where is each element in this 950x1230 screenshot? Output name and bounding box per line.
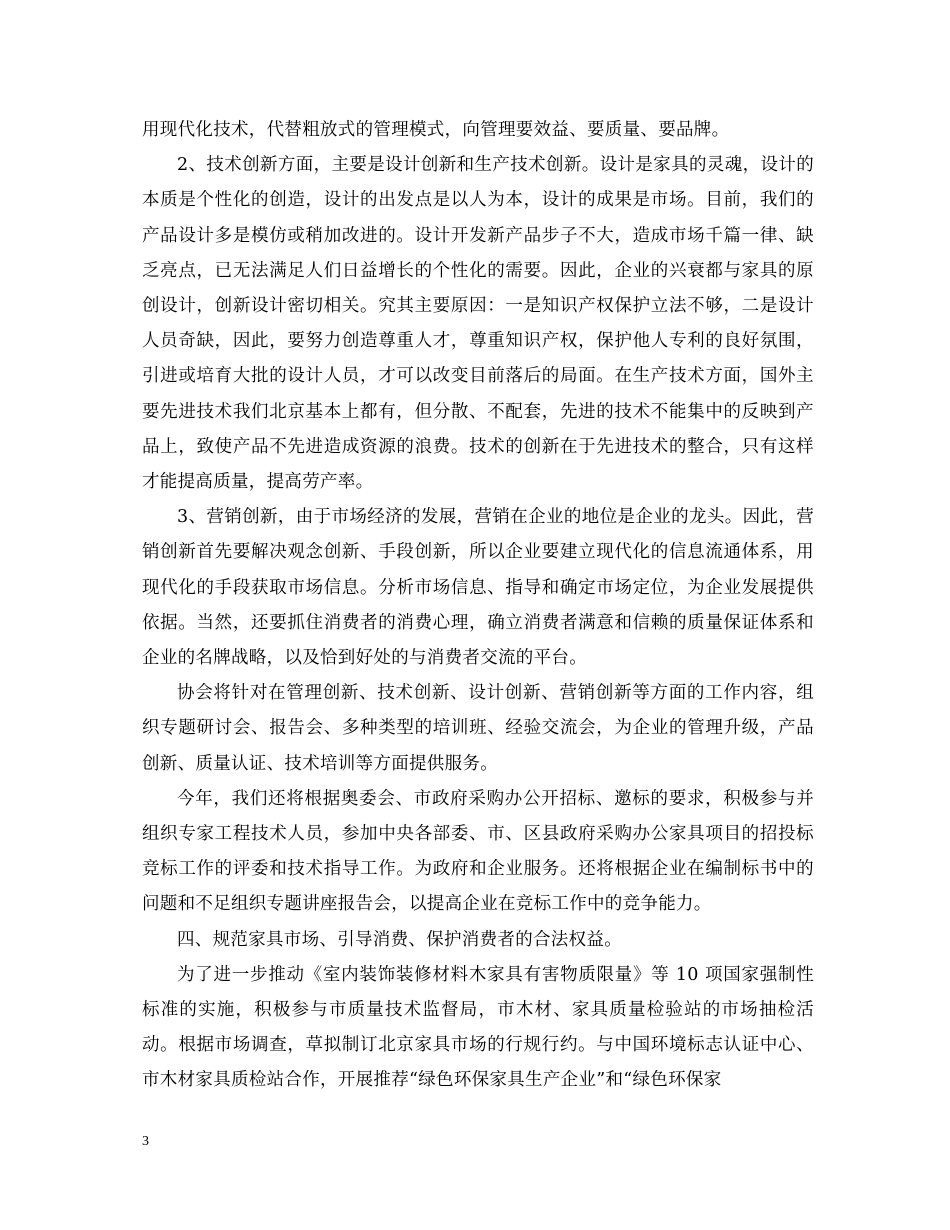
section-heading: 四、规范家具市场、引导消费、保护消费者的合法权益。 [177,929,622,950]
paragraph-6: 为了进一步推动《室内装饰装修材料木家具有害物质限量》等 10 项国家强制性标准的实施，积极参与市质量技术监督局，市木材、家具质量检验站的市场抽检活动。根据市场调查，草拟制订北京家具市场的行规行约。与中国环境标志认证中心、市木材家具质检站合作，开展推荐“绿色环保家具生产企业”和“绿色环保家 [142,964,814,1091]
page-number: 3 [142,1134,149,1149]
paragraph-4: 协会将针对在管理创新、技术创新、设计创新、营销创新等方面的工作内容，组织专题研讨会、报告会、多种类型的培训班、经验交流会，为企业的管理升级，产品创新、质量认证、技术培训等方面提供服务。 [142,683,814,774]
paragraph-1: 用现代化技术，代替粗放式的管理模式，向管理要效益、要质量、要品牌。 [142,120,730,140]
document-body [142,113,814,1099]
paragraph-5: 今年，我们还将根据奥委会、市政府采购办公开招标、邀标的要求，积极参与并组织专家工程技术人员，参加中央各部委、市、区县政府采购办公家具项目的招投标竞标工作的评委和技术指导工作。为政府和企业服务。还将根据企业在编制标书中的问题和不足组织专题讲座报告会，以提高企业在竞标工作中的竞争能力。 [142,788,814,915]
paragraph-2: 2、技术创新方面，主要是设计创新和生产技术创新。设计是家具的灵魂，设计的本质是个性化的创造，设计的出发点是以人为本，设计的成果是市场。目前，我们的产品设计多是模仿或稍加改进的。设计开发新产品步子不大，造成市场千篇一律、缺乏亮点，已无法满足人们日益增长的个性化的需要。因此，企业的兴衰都与家具的原创设计，创新设计密切相关。究其主要原因：一是知识产权保护立法不够，二是设计人员奇缺，因此，要努力创造尊重人才，尊重知识产权，保护他人专利的良好氛围，引进或培育大批的设计人员，才可以改变目前落后的局面。在生产技术方面，国外主要先进技术我们北京基本上都有，但分散、不配套，先进的技术不能集中的反映到产品上，致使产品不先进造成资源的浪费。技术的创新在于先进技术的整合，只有这样才能提高质量，提高劳产率。 [142,155,814,493]
paragraph-3: 3、营销创新，由于市场经济的发展，营销在企业的地位是企业的龙头。因此，营销创新首先要解决观念创新、手段创新，所以企业要建立现代化的信息流通体系，用现代化的手段获取市场信息。分析市场信息、指导和确定市场定位，为企业发展提供依据。当然，还要抓住消费者的消费心理，确立消费者满意和信赖的质量保证体系和企业的名牌战略，以及恰到好处的与消费者交流的平台。 [142,507,814,669]
